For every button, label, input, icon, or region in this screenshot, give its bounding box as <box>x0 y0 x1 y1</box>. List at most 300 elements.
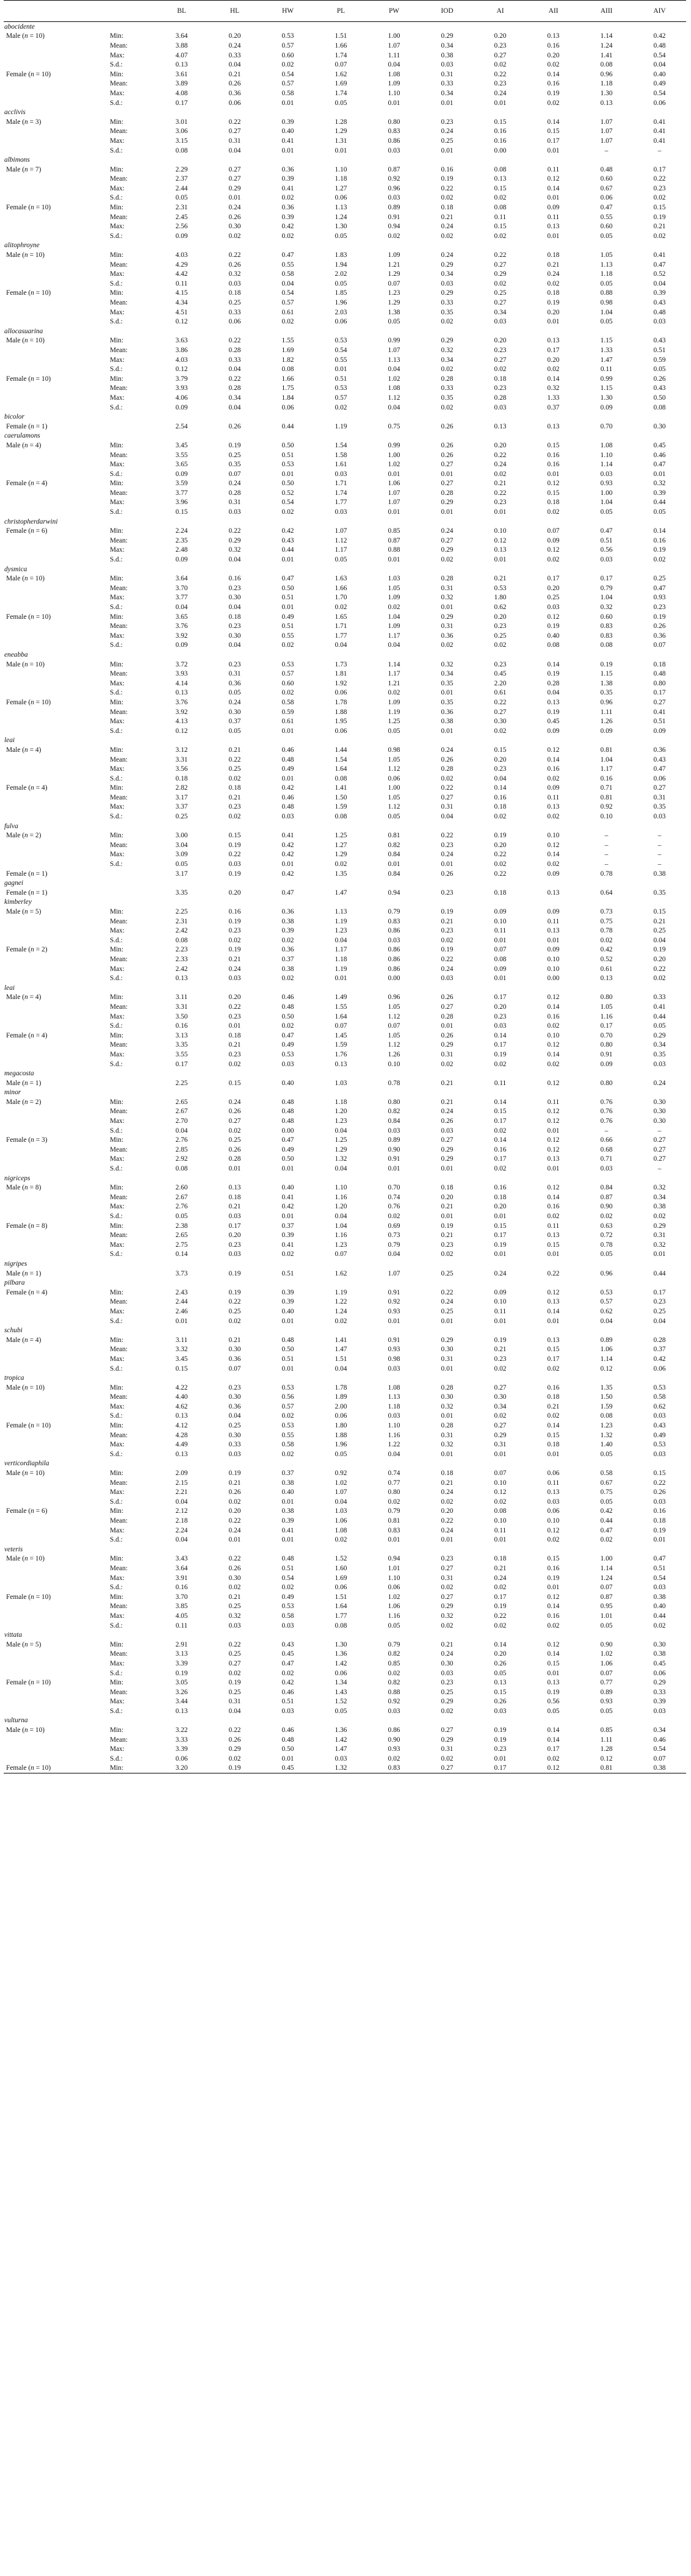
cell-hl: 0.28 <box>228 1155 241 1163</box>
cell-aiv: 0.09 <box>653 727 666 735</box>
cell-aii: 0.16 <box>547 80 560 88</box>
cell-hw: 0.03 <box>281 1622 294 1629</box>
sample-group <box>4 298 107 308</box>
cell-aii: 0.09 <box>547 946 560 954</box>
cell-pw: 0.86 <box>388 1726 400 1734</box>
cell-pl: 1.74 <box>335 489 347 497</box>
cell-hl: 0.05 <box>228 689 241 697</box>
table-row <box>4 32 686 41</box>
cell-aii: 0.16 <box>547 1384 560 1391</box>
cell-hw: 0.03 <box>281 1060 294 1068</box>
cell-hw: 0.02 <box>281 936 294 944</box>
cell-pw: 0.01 <box>388 470 400 478</box>
cell-hl: 0.03 <box>228 860 241 868</box>
sample-group <box>4 1126 107 1136</box>
cell-aii: 0.20 <box>547 51 560 59</box>
table-row <box>4 1031 686 1041</box>
statistic-label: Min: <box>110 1288 124 1296</box>
cell-aii: 0.18 <box>547 499 560 507</box>
statistic-label: S.d.: <box>110 604 123 612</box>
cell-aii: 0.02 <box>547 1755 560 1762</box>
cell-aiii: 0.05 <box>600 1622 613 1629</box>
cell-aiii: 0.48 <box>600 165 613 173</box>
cell-hl: 0.23 <box>228 660 241 668</box>
cell-hl: 0.22 <box>228 1555 241 1563</box>
cell-hl: 0.25 <box>228 451 241 459</box>
cell-bl: 3.44 <box>175 1698 188 1706</box>
cell-hw: 0.57 <box>281 41 294 49</box>
cell-pl: 0.02 <box>335 1317 347 1325</box>
cell-bl: 0.13 <box>175 1412 188 1420</box>
cell-pw: 0.76 <box>388 1203 400 1211</box>
cell-pw: 0.85 <box>388 527 400 535</box>
cell-pw: 0.84 <box>388 851 400 859</box>
cell-aiii: 1.17 <box>600 765 613 773</box>
cell-bl: 3.33 <box>175 1736 188 1744</box>
cell-aiii: 1.15 <box>600 384 613 392</box>
cell-aiv: 0.05 <box>653 508 666 516</box>
cell-hw: 1.69 <box>281 346 294 354</box>
cell-iod: 0.27 <box>441 1564 454 1572</box>
table-row <box>4 136 686 146</box>
statistic-label: Mean: <box>110 1688 128 1696</box>
cell-aiii: 0.66 <box>600 1136 613 1144</box>
cell-pw: 1.05 <box>388 584 400 592</box>
sample-group: Female (n = 10) <box>6 204 51 212</box>
table-row <box>4 812 686 821</box>
cell-hw: 0.61 <box>281 718 294 726</box>
cell-iod: 0.02 <box>441 1755 454 1762</box>
sample-group <box>4 1297 107 1307</box>
species-name: leai <box>4 737 15 745</box>
cell-iod: 0.24 <box>441 1488 454 1496</box>
cell-ai: 0.02 <box>494 280 507 287</box>
sample-group: Female (n = 1) <box>6 870 48 878</box>
cell-bl: 0.04 <box>175 1498 188 1506</box>
cell-hl: 0.19 <box>228 917 241 925</box>
cell-pw: 0.94 <box>388 1555 400 1563</box>
cell-bl: 0.13 <box>175 61 188 69</box>
cell-aiv: 0.21 <box>653 917 666 925</box>
cell-aii: 0.11 <box>547 917 560 925</box>
cell-aiii: 0.05 <box>600 1707 613 1715</box>
cell-iod: 0.31 <box>441 1355 454 1363</box>
table-row <box>4 1050 686 1059</box>
cell-ai: 0.23 <box>494 80 507 88</box>
cell-aiv: 0.07 <box>653 1755 666 1762</box>
table-row <box>4 1297 686 1307</box>
cell-iod: 0.34 <box>441 356 454 364</box>
cell-bl: 0.12 <box>175 727 188 735</box>
table-row <box>4 1468 686 1478</box>
sample-group <box>4 403 107 413</box>
cell-aiv: 0.59 <box>653 356 666 364</box>
cell-aiii: 1.01 <box>600 1612 613 1620</box>
cell-iod: 0.38 <box>441 718 454 726</box>
statistic-label: S.d.: <box>110 727 123 735</box>
table-row <box>4 621 686 631</box>
cell-ai: 0.15 <box>494 223 507 231</box>
cell-iod: 0.32 <box>441 346 454 354</box>
cell-bl: 3.61 <box>175 70 188 78</box>
cell-pw: 1.16 <box>388 1612 400 1620</box>
sample-group <box>4 384 107 394</box>
cell-aii: 0.19 <box>547 89 560 97</box>
cell-hl: 0.24 <box>228 41 241 49</box>
statistic-label: Max: <box>110 89 125 97</box>
cell-ai: 0.26 <box>494 1659 507 1667</box>
cell-pw: 1.17 <box>388 670 400 678</box>
cell-aiv: 0.48 <box>653 308 666 316</box>
statistic-label: Max: <box>110 1441 125 1449</box>
cell-hl: 0.01 <box>228 194 241 202</box>
statistic-label: Mean: <box>110 384 128 392</box>
cell-bl: 3.35 <box>175 889 188 897</box>
statistic-label: Mean: <box>110 1193 128 1201</box>
cell-bl: 3.89 <box>175 80 188 88</box>
sample-group <box>4 469 107 479</box>
cell-pw: 0.79 <box>388 1241 400 1249</box>
cell-aiii: 1.16 <box>600 1012 613 1020</box>
species-name: gagnei <box>4 879 24 887</box>
statistic-label <box>107 888 155 898</box>
cell-aiii: 0.32 <box>600 604 613 612</box>
table-row <box>4 917 686 926</box>
cell-ai: 0.07 <box>494 1470 507 1477</box>
cell-aiv: 0.45 <box>653 1659 666 1667</box>
cell-hw: 0.01 <box>281 99 294 107</box>
cell-hw: 0.44 <box>281 546 294 554</box>
cell-bl: 2.15 <box>175 1479 188 1487</box>
cell-pw: 0.84 <box>388 1117 400 1125</box>
cell-aiii: 0.03 <box>600 556 613 564</box>
statistic-label: Max: <box>110 270 125 278</box>
cell-aii: 0.02 <box>547 61 560 69</box>
cell-bl: 3.12 <box>175 746 188 754</box>
cell-bl: 2.31 <box>175 917 188 925</box>
cell-aiv: 0.30 <box>653 1640 666 1648</box>
cell-pw: 0.03 <box>388 1707 400 1715</box>
cell-ai: 0.01 <box>494 556 507 564</box>
cell-aiii: 0.47 <box>600 527 613 535</box>
statistic-label: Min: <box>110 118 124 126</box>
cell-aii: 0.19 <box>547 670 560 678</box>
cell-hw: 0.01 <box>281 860 294 868</box>
cell-ai: 0.18 <box>494 375 507 383</box>
cell-hl: 0.04 <box>228 403 241 411</box>
table-row <box>4 1516 686 1526</box>
cell-pw: 1.18 <box>388 1402 400 1410</box>
cell-hl: 0.18 <box>228 1031 241 1039</box>
cell-pw: 1.12 <box>388 1012 400 1020</box>
cell-pl: 1.55 <box>335 1003 347 1011</box>
cell-pw: 0.92 <box>388 1298 400 1306</box>
statistic-label: Min: <box>110 204 124 212</box>
cell-aiv: 0.37 <box>653 1346 666 1354</box>
cell-ai: 0.02 <box>494 1412 507 1420</box>
sample-group: Female (n = 10) <box>6 1593 51 1601</box>
cell-aii: 0.12 <box>547 175 560 183</box>
cell-aii: 0.32 <box>547 384 560 392</box>
statistic-label: Max: <box>110 137 125 145</box>
cell-aiv: 0.15 <box>653 908 666 916</box>
cell-hw: 0.54 <box>281 289 294 297</box>
table-row <box>4 784 686 793</box>
table-row <box>4 469 686 479</box>
sample-group <box>4 1002 107 1012</box>
cell-aiii: 1.11 <box>600 708 613 716</box>
cell-hl: 0.19 <box>228 946 241 954</box>
cell-hw: 0.61 <box>281 308 294 316</box>
cell-hl: 0.33 <box>228 356 241 364</box>
cell-pl: 1.25 <box>335 832 347 840</box>
cell-ai: 0.21 <box>494 480 507 488</box>
cell-aii: 0.00 <box>547 975 560 983</box>
cell-hw: 0.03 <box>281 1707 294 1715</box>
table-row <box>4 1041 686 1050</box>
statistic-label: Min: <box>110 746 124 754</box>
cell-hw: 1.55 <box>281 337 294 345</box>
cell-hw: 0.02 <box>281 1022 294 1030</box>
cell-hw: 0.02 <box>281 232 294 240</box>
table-row <box>4 936 686 945</box>
cell-hw: 0.47 <box>281 1136 294 1144</box>
cell-aiii: 0.60 <box>600 223 613 231</box>
cell-bl: 3.15 <box>175 137 188 145</box>
cell-aiv: 0.41 <box>653 708 666 716</box>
cell-aiii: 1.06 <box>600 1346 613 1354</box>
cell-aiv: 0.33 <box>653 1688 666 1696</box>
cell-pl: 1.32 <box>335 1155 347 1163</box>
cell-hl: 0.21 <box>228 70 241 78</box>
statistic-label: Max: <box>110 803 125 811</box>
statistic-label: Mean: <box>110 1517 128 1525</box>
cell-hw: 0.04 <box>281 280 294 287</box>
cell-iod: 0.23 <box>441 1241 454 1249</box>
cell-aiii: 0.80 <box>600 1041 613 1049</box>
cell-pl: 1.59 <box>335 803 347 811</box>
statistic-label: S.d.: <box>110 1317 123 1325</box>
table-row <box>4 546 686 555</box>
cell-pw: 0.02 <box>388 689 400 697</box>
cell-aii: 0.06 <box>547 1507 560 1515</box>
sample-group <box>4 1354 107 1364</box>
cell-hw: 0.40 <box>281 1307 294 1315</box>
cell-bl: 3.70 <box>175 1593 188 1601</box>
cell-bl: 4.15 <box>175 289 188 297</box>
cell-hl: 0.04 <box>228 146 241 154</box>
cell-pl: 0.04 <box>335 1165 347 1173</box>
sample-group <box>4 774 107 784</box>
cell-hw: 0.41 <box>281 832 294 840</box>
cell-pw: 1.29 <box>388 270 400 278</box>
cell-hl: 0.03 <box>228 1450 241 1458</box>
sample-group <box>4 60 107 70</box>
cell-ai: 0.00 <box>494 146 507 154</box>
table-row <box>4 51 686 60</box>
cell-aii: 0.10 <box>547 1031 560 1039</box>
cell-hl: 0.21 <box>228 1203 241 1211</box>
cell-aii: 0.12 <box>547 1526 560 1534</box>
cell-iod: 0.22 <box>441 1288 454 1296</box>
cell-hl: 0.21 <box>228 1479 241 1487</box>
cell-pl: 0.08 <box>335 774 347 782</box>
cell-bl: 3.55 <box>175 451 188 459</box>
cell-pl: 1.77 <box>335 632 347 640</box>
cell-iod: 0.33 <box>441 80 454 88</box>
cell-bl: 3.76 <box>175 698 188 706</box>
statistic-label: Max: <box>110 308 125 316</box>
cell-bl: 2.42 <box>175 965 188 973</box>
cell-aiii: 0.09 <box>600 1060 613 1068</box>
table-row <box>4 1107 686 1117</box>
cell-aii: 0.16 <box>547 1203 560 1211</box>
cell-hw: 1.66 <box>281 375 294 383</box>
cell-aii: 0.02 <box>547 1365 560 1373</box>
statistic-label: Max: <box>110 1659 125 1667</box>
cell-bl: 2.12 <box>175 1507 188 1515</box>
cell-bl: 4.51 <box>175 308 188 316</box>
cell-pl: 1.41 <box>335 1336 347 1344</box>
cell-pl: 0.51 <box>335 375 347 383</box>
statistic-label: Max: <box>110 927 125 935</box>
cell-pl: 1.24 <box>335 213 347 221</box>
sample-group: Male (n = 5) <box>6 1640 42 1648</box>
table-row <box>4 393 686 403</box>
cell-ai: 0.02 <box>494 1127 507 1135</box>
sample-group <box>4 964 107 974</box>
cell-aiv: 0.33 <box>653 994 666 1001</box>
cell-hw: 0.58 <box>281 1612 294 1620</box>
table-row <box>4 888 686 898</box>
sample-group: Male (n = 5) <box>6 908 42 916</box>
cell-aii: 0.25 <box>547 594 560 602</box>
cell-aiii: 0.70 <box>600 1031 613 1039</box>
cell-bl: 3.43 <box>175 1555 188 1563</box>
cell-aiii: 0.67 <box>600 184 613 192</box>
cell-bl: 3.00 <box>175 832 188 840</box>
cell-bl: 2.25 <box>175 908 188 916</box>
column-header-bl: BL <box>155 1 208 22</box>
cell-bl: 0.16 <box>175 1022 188 1030</box>
cell-pl: 1.36 <box>335 1650 347 1658</box>
cell-hl: 0.26 <box>228 1736 241 1744</box>
cell-pl: 1.41 <box>335 784 347 792</box>
cell-ai: 0.27 <box>494 299 507 307</box>
cell-pl: 0.05 <box>335 99 347 107</box>
cell-aiv: 0.27 <box>653 1155 666 1163</box>
cell-iod: 0.02 <box>441 232 454 240</box>
cell-ai: 0.08 <box>494 204 507 212</box>
statistic-label: Max: <box>110 632 125 640</box>
cell-aiv: 0.02 <box>653 1622 666 1629</box>
cell-aiii: 0.71 <box>600 1155 613 1163</box>
cell-aiii: – <box>604 860 609 868</box>
cell-ai: 0.14 <box>494 1640 507 1648</box>
cell-iod: 0.02 <box>441 556 454 564</box>
table-row <box>4 298 686 308</box>
cell-pl: 1.85 <box>335 289 347 297</box>
cell-pw: 1.01 <box>388 1564 400 1572</box>
cell-pl: 1.83 <box>335 251 347 259</box>
cell-hw: 0.46 <box>281 746 294 754</box>
cell-aiii: 0.07 <box>600 1669 613 1677</box>
cell-hl: 0.22 <box>228 1726 241 1734</box>
statistic-label <box>107 1078 155 1088</box>
species-name: nigriceps <box>4 1174 31 1182</box>
statistic-label: Min: <box>110 908 124 916</box>
cell-iod: 0.26 <box>441 441 454 449</box>
cell-aiii: 1.50 <box>600 1393 613 1401</box>
cell-hw: 1.82 <box>281 356 294 364</box>
cell-ai: 0.14 <box>494 784 507 792</box>
cell-pw: 0.01 <box>388 508 400 516</box>
cell-aiii: 0.76 <box>600 1108 613 1116</box>
cell-aiii: 0.12 <box>600 1365 613 1373</box>
cell-pw: 1.21 <box>388 679 400 687</box>
cell-ai: 0.61 <box>494 689 507 697</box>
cell-pw: 0.83 <box>388 917 400 925</box>
cell-bl: 4.28 <box>175 1431 188 1439</box>
cell-aiii: 0.87 <box>600 1593 613 1601</box>
cell-bl: 3.45 <box>175 1355 188 1363</box>
cell-aiii: 0.19 <box>600 660 613 668</box>
cell-hw: 0.40 <box>281 1079 294 1087</box>
table-row <box>4 726 686 736</box>
cell-hw: 0.48 <box>281 1336 294 1344</box>
cell-bl: 3.39 <box>175 1745 188 1753</box>
cell-pw: 0.83 <box>367 1764 421 1773</box>
cell-aii: 0.14 <box>547 1193 560 1201</box>
statistic-label: Mean: <box>110 1564 128 1572</box>
cell-hl: 0.24 <box>228 965 241 973</box>
cell-iod: 0.31 <box>441 584 454 592</box>
cell-hw: 0.48 <box>281 1098 294 1106</box>
table-row <box>4 498 686 508</box>
cell-bl: 3.96 <box>175 499 188 507</box>
cell-aiii: 0.91 <box>600 1050 613 1058</box>
statistic-label: Max: <box>110 1745 125 1753</box>
sample-group <box>4 41 107 51</box>
cell-hl: 0.22 <box>228 375 241 383</box>
cell-aii: 0.01 <box>547 1250 560 1258</box>
cell-hl: 0.25 <box>228 1307 241 1315</box>
cell-bl: 2.21 <box>175 1488 188 1496</box>
table-row <box>4 1412 686 1421</box>
cell-pw: 0.84 <box>388 870 400 878</box>
cell-bl: 0.06 <box>175 1755 188 1762</box>
cell-pl: 1.02 <box>335 1479 347 1487</box>
table-row <box>4 1126 686 1136</box>
cell-hw: 0.41 <box>281 1241 294 1249</box>
cell-pl: 1.29 <box>335 128 347 135</box>
cell-iod: 0.24 <box>441 851 454 859</box>
cell-hl: 0.31 <box>228 137 241 145</box>
species-row <box>4 517 686 527</box>
cell-aii: 0.01 <box>547 470 560 478</box>
table-row <box>4 1535 686 1545</box>
cell-iod: 0.29 <box>441 1145 454 1153</box>
cell-aiii: 0.80 <box>600 994 613 1001</box>
cell-aiii: 1.04 <box>600 499 613 507</box>
statistic-label: Min: <box>110 165 124 173</box>
cell-aiv: 0.24 <box>653 1079 666 1087</box>
cell-pw: 1.21 <box>388 261 400 269</box>
cell-aiv: 0.43 <box>653 384 666 392</box>
cell-ai: 0.02 <box>494 61 507 69</box>
cell-aiii: 1.23 <box>600 1422 613 1430</box>
sample-group <box>4 1744 107 1754</box>
